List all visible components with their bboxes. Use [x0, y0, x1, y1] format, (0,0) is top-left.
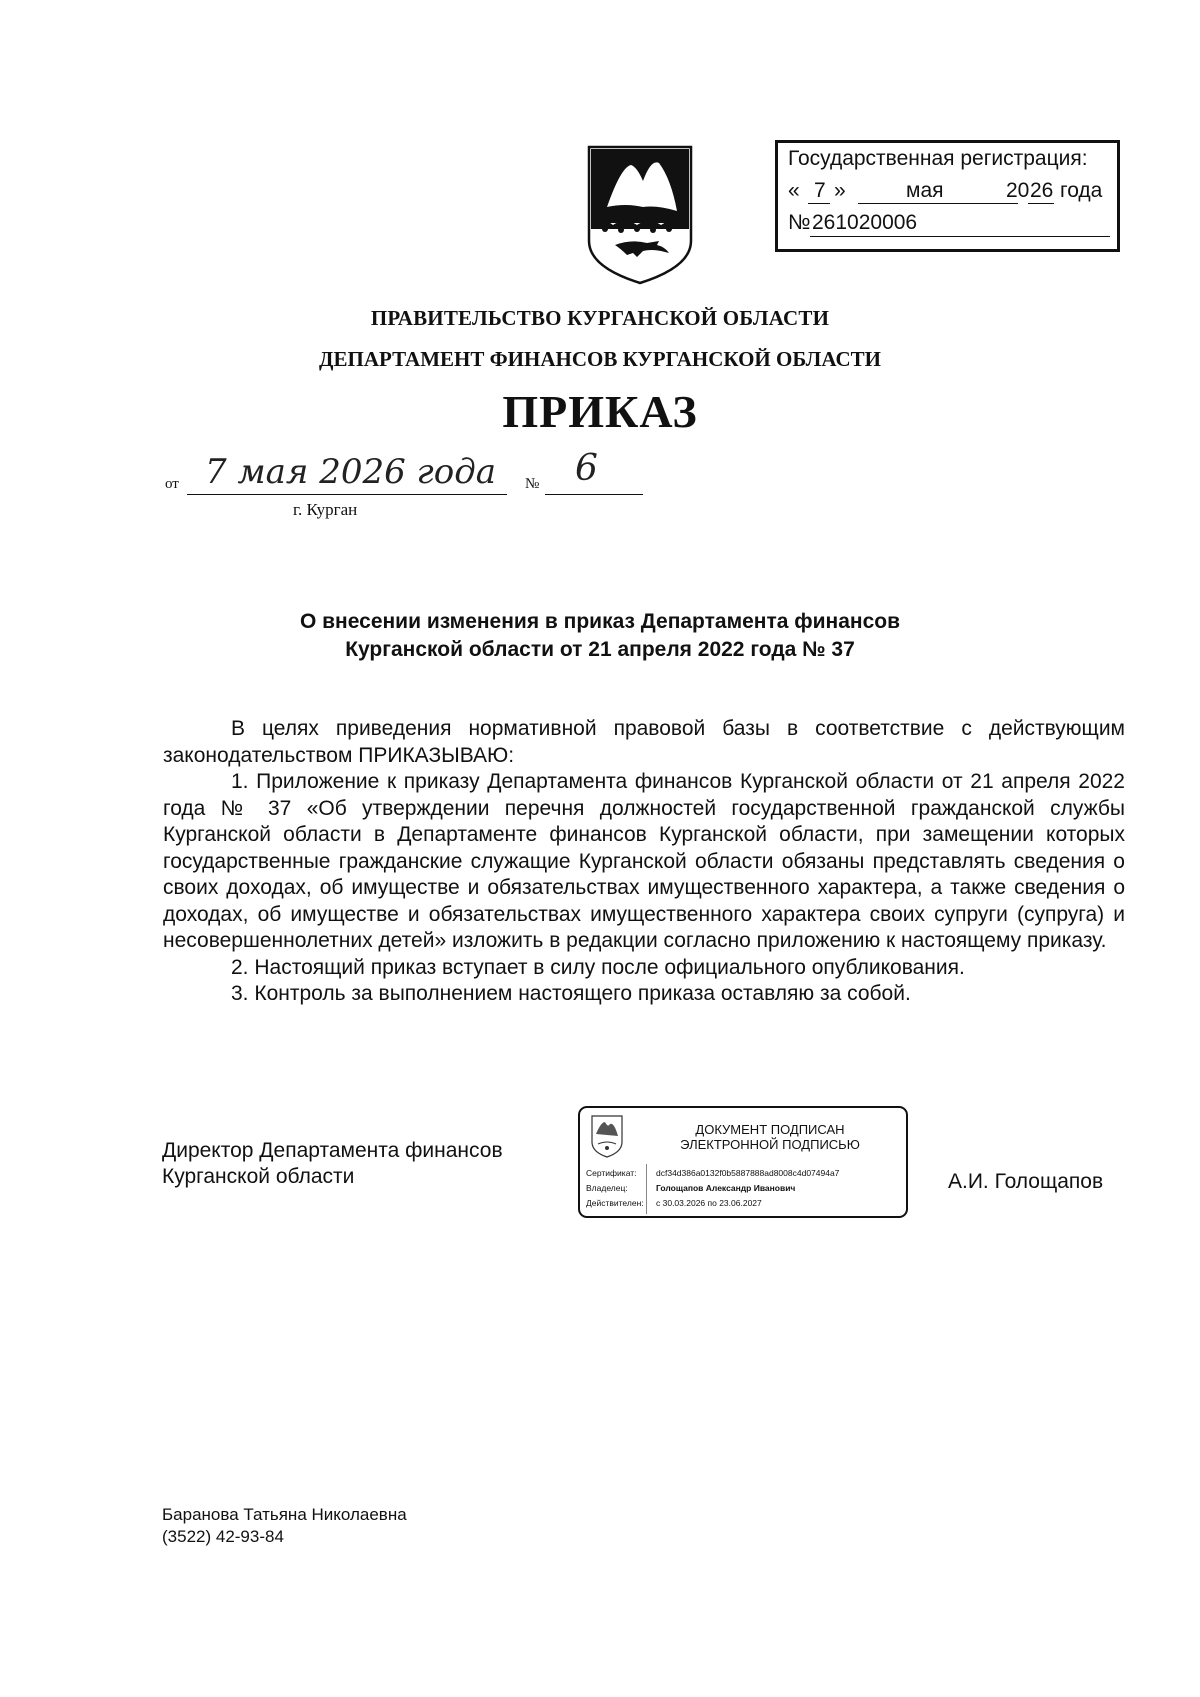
registration-day-underline	[808, 203, 830, 204]
stamp-emblem-icon	[590, 1114, 624, 1158]
registration-stamp	[775, 140, 1120, 252]
signer-title-line-2: Курганской области	[162, 1165, 355, 1188]
order-date-underline	[187, 494, 507, 495]
order-date-line	[165, 448, 645, 519]
stamp-header-line-1: ДОКУМЕНТ ПОДПИСАН	[695, 1122, 845, 1137]
coat-of-arms-icon	[585, 145, 695, 285]
order-number-handwritten: 6	[575, 448, 598, 489]
stamp-header	[640, 1122, 900, 1152]
document-type-title: ПРИКАЗ	[502, 386, 698, 437]
electronic-signature-stamp	[578, 1106, 908, 1218]
order-number-label: №	[525, 476, 540, 492]
body-item-1: 1. Приложение к приказу Департамента финансов Курганской области от 21 апреля 2022 года № 37 «Об утверждении перечня должностей государственной гражданской службы Курганской области в Департаменте финансов Курганской области, при замещении которых государственные гражданские служащие Курганской области обязаны представлять сведения о своих доходах, об имуществе и обязательствах имущественного характера, а также сведения о доходах, об имуществе и обязательствах имущественного характера своих супруги (супруга) и несовершеннолетних детей» изложить в редакции согласно приложению к настоящему приказу.	[163, 770, 1125, 952]
registration-year-prefix: 20	[1006, 179, 1030, 202]
contact-phone: (3522) 42-93-84	[162, 1527, 284, 1546]
registration-number-underline	[810, 236, 1110, 237]
signer-title-line-1: Директор Департамента финансов	[162, 1139, 503, 1162]
stamp-owner-value: Голощапов Александр Иванович	[656, 1183, 796, 1193]
registration-title: Государственная регистрация:	[788, 147, 1088, 170]
department-heading: ДЕПАРТАМЕНТ ФИНАНСОВ КУРГАНСКОЙ ОБЛАСТИ	[319, 347, 881, 371]
registration-day-close: »	[834, 179, 846, 202]
government-heading: ПРАВИТЕЛЬСТВО КУРГАНСКОЙ ОБЛАСТИ	[370, 306, 830, 330]
body-intro: В целях приведения нормативной правовой базы в соответствие с действующим законодательством ПРИКАЗЫВАЮ:	[163, 717, 1125, 767]
registration-number: 261020006	[812, 211, 918, 234]
stamp-details	[586, 1166, 839, 1211]
order-number-underline	[545, 494, 643, 495]
order-body	[163, 716, 1125, 1008]
stamp-cert-value: dcf34d386a0132f0b5887888ad8008c4d07494a7	[656, 1168, 840, 1178]
order-from-label: от	[165, 476, 179, 492]
contact-name: Баранова Татьяна Николаевна	[162, 1505, 407, 1524]
signer-name: А.И. Голощапов	[948, 1170, 1104, 1193]
stamp-divider	[646, 1164, 647, 1214]
registration-month-underline	[858, 203, 1018, 204]
registration-year-suffix: 26	[1030, 179, 1054, 202]
order-date-handwritten: 7 мая 2026 года	[205, 452, 497, 492]
stamp-valid-value: с 30.03.2026 по 23.06.2027	[656, 1198, 762, 1208]
contact-info	[162, 1504, 407, 1548]
body-item-2: 2. Настоящий приказ вступает в силу после официального опубликования.	[231, 955, 965, 979]
registration-year-word: года	[1060, 179, 1103, 202]
registration-day-open: «	[788, 179, 800, 202]
registration-number-label: №	[788, 211, 811, 234]
subject-line-2: Курганской области от 21 апреля 2022 года № 37	[345, 638, 855, 661]
signer-title	[162, 1138, 503, 1190]
order-subject	[0, 608, 1200, 664]
registration-year-underline	[1028, 203, 1054, 204]
subject-line-1: О внесении изменения в приказ Департамента финансов	[299, 610, 901, 633]
registration-month: мая	[906, 179, 944, 202]
registration-day: 7	[814, 179, 826, 202]
stamp-header-line-2: ЭЛЕКТРОННОЙ ПОДПИСЬЮ	[680, 1137, 860, 1152]
stamp-cert-label: Сертификат:	[586, 1168, 637, 1178]
stamp-owner-label: Владелец:	[586, 1183, 628, 1193]
stamp-valid-label: Действителен:	[586, 1198, 644, 1208]
order-city: г. Курган	[293, 500, 358, 519]
body-item-3: 3. Контроль за выполнением настоящего приказа оставляю за собой.	[231, 982, 911, 1005]
